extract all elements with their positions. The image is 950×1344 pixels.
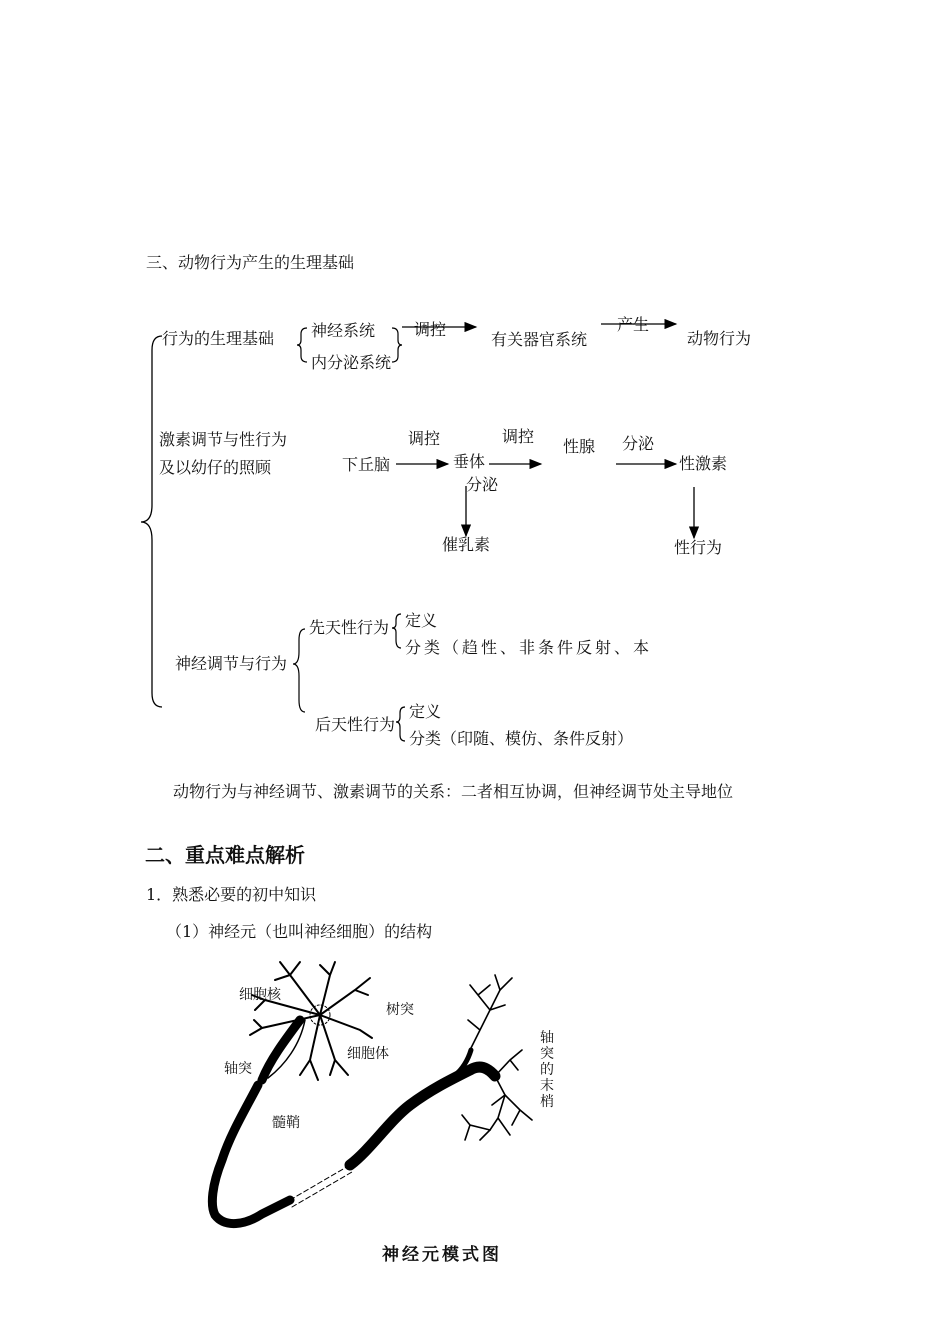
- sex-hormone: 性激素: [679, 454, 728, 473]
- sexual-behavior: 性行为: [674, 538, 723, 557]
- regulate-label-2: 调控: [408, 429, 441, 448]
- section-title: 三、动物行为产生的生理基础: [146, 253, 355, 272]
- prolactin: 催乳素: [442, 535, 491, 554]
- produce-label: 产生: [617, 315, 650, 334]
- axon-mid: [350, 1067, 495, 1165]
- learned-behavior: 后天性行为: [315, 715, 396, 734]
- neuron-caption: 神经元模式图: [382, 1245, 502, 1265]
- learned-definition: 定义: [409, 702, 442, 721]
- organ-systems: 有关器官系统: [491, 330, 588, 349]
- endocrine-system: 内分泌系统: [311, 353, 392, 372]
- regulate-label-3: 调控: [502, 427, 535, 446]
- innate-definition: 定义: [405, 611, 438, 630]
- label-nucleus: 细胞核: [239, 987, 281, 1003]
- regulate-label: 调控: [414, 320, 447, 339]
- label-axon: 轴突: [224, 1061, 252, 1077]
- animal-behavior: 动物行为: [687, 329, 752, 348]
- item-1-sub: （1）神经元（也叫神经细胞）的结构: [166, 922, 433, 941]
- label-dendrite: 树突: [386, 1002, 414, 1018]
- innate-behavior: 先天性行为: [309, 618, 390, 637]
- hypothalamus: 下丘脑: [342, 455, 391, 474]
- label-axon-terminal: 轴突的末梢: [540, 1030, 554, 1110]
- relation-paragraph: 动物行为与神经调节、激素调节的关系：二者相互协调，但神经调节处主导地位: [173, 782, 734, 801]
- basis-label: 行为的生理基础: [162, 329, 275, 348]
- label-cell-body: 细胞体: [347, 1046, 389, 1062]
- learned-classification: 分类（印随、模仿、条件反射）: [409, 729, 634, 748]
- gonad: 性腺: [563, 437, 596, 456]
- innate-classification: 分类（趋性、非条件反射、本: [405, 638, 653, 657]
- neural-label: 神经调节与行为: [175, 654, 288, 673]
- secrete-label-2: 分泌: [466, 475, 499, 494]
- section2-heading: 二、重点难点解析: [145, 843, 305, 867]
- pituitary: 垂体: [453, 452, 486, 471]
- hormone-label-2: 及以幼仔的照顾: [159, 458, 272, 477]
- label-myelin: 髓鞘: [272, 1115, 300, 1131]
- nervous-system: 神经系统: [311, 321, 376, 340]
- item-1: 1．熟悉必要的初中知识: [146, 885, 317, 904]
- secrete-label-1: 分泌: [622, 434, 655, 453]
- hormone-label-1: 激素调节与性行为: [159, 430, 288, 449]
